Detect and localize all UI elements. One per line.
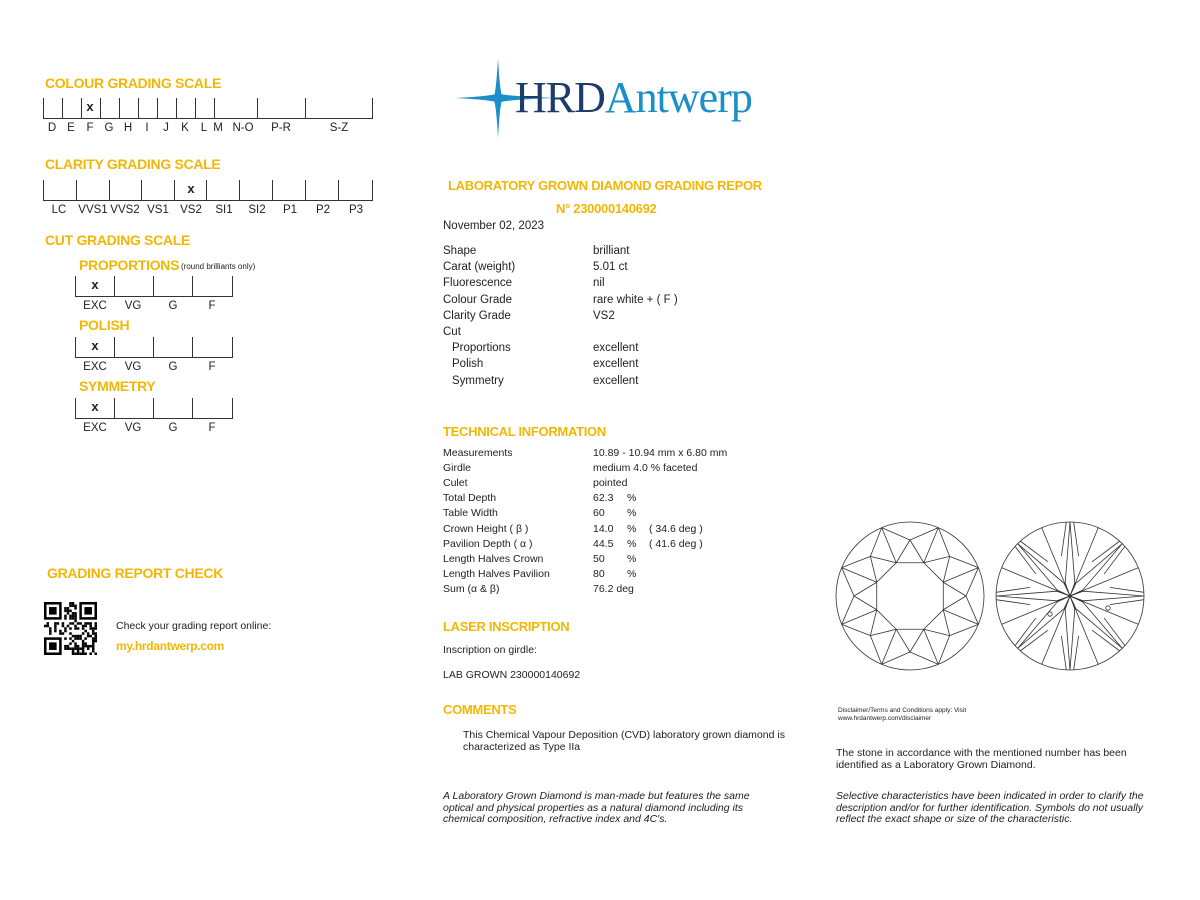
scale-label: P1 [282, 204, 298, 216]
comments-heading: COMMENTS [443, 702, 517, 717]
scale-label: E [67, 122, 75, 134]
disclaimer-line-1: Disclaimer/Terms and Conditions apply: Visit [838, 707, 967, 714]
comments-line-1: This Chemical Vapour Deposition (CVD) laboratory grown diamond is [463, 729, 785, 741]
tech-value: 50 [593, 552, 605, 565]
tech-unit: % [627, 537, 637, 550]
scale-tick [75, 337, 76, 357]
polish-heading: POLISH [79, 317, 130, 333]
scale-tick [192, 398, 193, 418]
symmetry-heading: SYMMETRY [79, 378, 156, 394]
symmetry-scale [75, 398, 233, 434]
tech-unit: % [627, 552, 637, 565]
scale-label: P2 [315, 204, 331, 216]
stone-line-1: The stone in accordance with the mentioned number has been [836, 747, 1127, 759]
scale-label: VG [124, 422, 142, 434]
scale-label: G [168, 361, 178, 373]
tech-label: Length Halves Pavilion [443, 567, 550, 580]
scale-label: F [208, 361, 216, 373]
comments-line-2: characterized as Type IIa [463, 741, 581, 753]
tech-value: 62.3 [593, 492, 614, 505]
scale-label: SI2 [248, 204, 266, 216]
scale-tick [81, 98, 82, 118]
scale-tick [338, 180, 339, 200]
technical-heading: TECHNICAL INFORMATION [443, 424, 606, 439]
proportions-heading: PROPORTIONS [79, 257, 180, 273]
result-label: Symmetry [452, 374, 504, 387]
scale-mark: x [187, 181, 195, 196]
tech-unit: % [627, 567, 637, 580]
report-date: November 02, 2023 [443, 220, 545, 232]
stone-line-2: identified as a Laboratory Grown Diamond. [836, 759, 1036, 771]
scale-label: LC [51, 204, 67, 216]
scale-tick [174, 180, 175, 200]
check-online-text: Check your grading report online: [116, 620, 272, 632]
scale-label: G [104, 122, 114, 134]
scale-tick [43, 98, 44, 118]
scale-label: J [163, 122, 169, 134]
scale-label: N-O [232, 122, 254, 134]
technical-info-table [443, 447, 803, 602]
scale-tick [372, 180, 373, 200]
polish-scale [75, 337, 233, 373]
scale-label: G [168, 300, 178, 312]
tech-unit: % [627, 507, 637, 520]
note-line-1: Selective characteristics have been indicated in order to clarify the [836, 790, 1144, 802]
result-label: Carat (weight) [443, 261, 516, 274]
tech-value: pointed [593, 477, 628, 490]
result-value: 5.01 ct [593, 261, 628, 274]
tech-label: Total Depth [443, 492, 497, 505]
scale-tick [114, 337, 115, 357]
scale-label: VVS2 [110, 204, 140, 216]
scale-label: S-Z [329, 122, 349, 134]
colour-grading-scale [43, 98, 373, 134]
result-label: Colour Grade [443, 293, 513, 306]
scale-label: K [181, 122, 189, 134]
scale-label: SI1 [215, 204, 233, 216]
scale-mark: x [86, 99, 94, 114]
scale-label: VS1 [147, 204, 169, 216]
clarity-grading-scale [43, 180, 373, 216]
result-value: VS2 [593, 309, 615, 322]
laser-heading: LASER INSCRIPTION [443, 619, 570, 634]
result-label: Shape [443, 245, 477, 257]
tech-unit: % [627, 492, 637, 505]
scale-tick [75, 276, 76, 296]
proportions-scale [75, 276, 233, 312]
laser-label: Inscription on girdle: [443, 644, 537, 656]
scale-tick [119, 98, 120, 118]
scale-tick [192, 276, 193, 296]
tech-value: 44.5 [593, 537, 614, 550]
scale-tick [232, 337, 233, 357]
clarity-scale-heading: CLARITY GRADING SCALE [45, 156, 221, 172]
tech-value: 80 [593, 567, 605, 580]
tech-label: Pavilion Depth ( α ) [443, 537, 533, 550]
stone-identification [836, 747, 1127, 771]
scale-tick [109, 180, 110, 200]
scale-tick [257, 98, 258, 118]
tech-extra: ( 41.6 deg ) [649, 537, 703, 550]
scale-tick [305, 98, 306, 118]
scale-tick [153, 337, 154, 357]
scale-label: EXC [83, 361, 107, 373]
check-online-link[interactable]: my.hrdantwerp.com [116, 639, 225, 653]
tech-extra: ( 34.6 deg ) [649, 522, 703, 535]
scale-label: M [213, 122, 223, 134]
logo-text-antwerp: Antwerp [604, 73, 752, 122]
report-number: N° 230000140692 [556, 201, 657, 216]
scale-label: EXC [83, 422, 107, 434]
result-value: brilliant [593, 245, 630, 257]
scale-tick [372, 98, 373, 118]
hrd-antwerp-logo [455, 58, 775, 138]
tech-value: medium 4.0 % faceted [593, 462, 698, 475]
scale-label: G [168, 422, 178, 434]
result-value: excellent [593, 374, 639, 387]
result-label: Clarity Grade [443, 309, 511, 322]
tech-label: Measurements [443, 447, 513, 459]
footnote-line-2: optical and physical properties as a natural diamond including its [443, 801, 744, 814]
scale-tick [232, 398, 233, 418]
result-value: rare white + ( F ) [593, 293, 678, 306]
report-title: LABORATORY GROWN DIAMOND GRADING REPOR [448, 178, 762, 193]
scale-mark: x [91, 399, 99, 414]
scale-tick [305, 180, 306, 200]
scale-tick [43, 180, 44, 200]
qr-code-icon[interactable] [44, 602, 97, 655]
pavilion-view-diagram [990, 516, 1150, 676]
scale-tick [214, 98, 215, 118]
grading-report-check-heading: GRADING REPORT CHECK [47, 565, 224, 581]
scale-tick [114, 398, 115, 418]
footnote-line-1: A Laboratory Grown Diamond is man-made but features the same [443, 790, 750, 802]
result-label: Proportions [452, 342, 511, 355]
scale-label: H [123, 122, 133, 134]
result-value: nil [593, 277, 605, 290]
tech-value: 60 [593, 507, 605, 520]
result-value: excellent [593, 342, 639, 355]
cut-scale-heading: CUT GRADING SCALE [45, 232, 191, 248]
tech-value: 10.89 - 10.94 mm x 6.80 mm [593, 447, 728, 459]
scale-label: F [208, 300, 216, 312]
tech-value: 14.0 [593, 522, 614, 535]
result-label: Cut [443, 326, 461, 338]
scale-tick [195, 98, 196, 118]
tech-label: Crown Height ( β ) [443, 522, 529, 535]
scale-tick [76, 180, 77, 200]
scale-label: I [145, 122, 149, 134]
scale-tick [62, 98, 63, 118]
scale-tick [239, 180, 240, 200]
scale-tick [153, 398, 154, 418]
scale-label: F [86, 122, 94, 134]
result-label: Polish [452, 358, 484, 371]
scale-tick [192, 337, 193, 357]
tech-label: Length Halves Crown [443, 552, 544, 565]
tech-label: Girdle [443, 462, 472, 475]
laser-value: LAB GROWN 230000140692 [443, 669, 581, 681]
scale-label: D [47, 122, 57, 134]
result-value: excellent [593, 358, 639, 371]
crown-view-diagram [830, 516, 990, 676]
scale-tick [206, 180, 207, 200]
scale-label: VS2 [180, 204, 202, 216]
scale-tick [272, 180, 273, 200]
scale-label: EXC [83, 300, 107, 312]
scale-label: VVS1 [78, 204, 108, 216]
note-line-3: reflect the exact shape or size of the characteristic. [836, 813, 1073, 825]
note-line-2: description and/or for further identification. Symbols do not usually [836, 801, 1143, 814]
scale-tick [100, 98, 101, 118]
tech-label: Culet [443, 477, 468, 490]
disclaimer [838, 707, 966, 723]
grading-results-table [443, 245, 803, 395]
disclaimer-link[interactable]: www.hrdantwerp.com/disclaimer [838, 715, 932, 722]
scale-label: VG [124, 361, 142, 373]
scale-tick [176, 98, 177, 118]
footnote-line-3: chemical composition, refractive index and 4C's. [443, 813, 668, 825]
scale-tick [114, 276, 115, 296]
tech-label: Table Width [443, 507, 498, 520]
footnote-lab-grown [443, 791, 750, 826]
scale-label: P3 [348, 204, 364, 216]
scale-tick [157, 98, 158, 118]
tech-unit: % [627, 522, 637, 535]
colour-scale-heading: COLOUR GRADING SCALE [45, 75, 222, 91]
scale-tick [75, 398, 76, 418]
characteristics-note [836, 791, 1144, 826]
scale-mark: x [91, 277, 99, 292]
logo-text-hrd: HRD [515, 73, 605, 122]
scale-tick [153, 276, 154, 296]
scale-label: VG [124, 300, 142, 312]
proportions-note: (round brilliants only) [181, 262, 256, 271]
scale-label: L [200, 122, 208, 134]
scale-tick [138, 98, 139, 118]
scale-mark: x [91, 338, 99, 353]
tech-value: 76.2 deg [593, 582, 634, 595]
tech-label: Sum (α & β) [443, 582, 500, 595]
scale-label: F [208, 422, 216, 434]
scale-tick [232, 276, 233, 296]
result-label: Fluorescence [443, 277, 513, 290]
scale-tick [141, 180, 142, 200]
scale-label: P-R [271, 122, 291, 134]
